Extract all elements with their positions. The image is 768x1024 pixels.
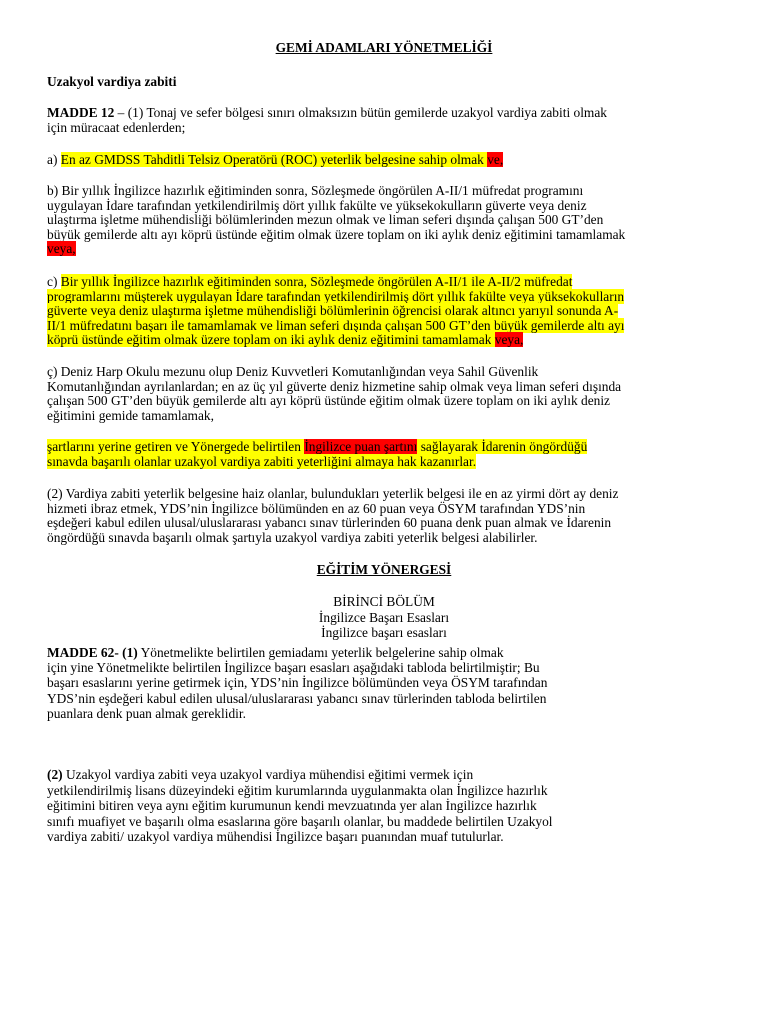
paragraph-2 xyxy=(47,487,747,545)
madde-62-item-2-paragraph xyxy=(47,767,747,845)
item-c-paragraph xyxy=(47,275,747,348)
item-a-red-highlight: ve, xyxy=(487,152,504,167)
bolum-line: İngilizce başarı esasları xyxy=(321,625,447,641)
item-a-highlight: En az GMDSS Tahditli Telsiz Operatörü (ROC) yeterlik belgesine sahip olmak xyxy=(60,152,484,167)
bolum-heading xyxy=(0,595,768,641)
item-cc-paragraph xyxy=(47,365,747,423)
item-b-line: uygulayan İdare tarafından yetkilendirilmiş dört yıllık fakülte ve yüksekokulların güverte veya deniz xyxy=(47,197,587,213)
madde-62-label: MADDE 62- (1) xyxy=(47,645,138,660)
item-c-red-highlight: veya, xyxy=(494,332,524,348)
item-b-line: ulaştırma işletme mühendisliği bölümlerinden mezun olmak ve liman seferi dışında çalışan 500 GT’den xyxy=(47,212,604,228)
egitim-yonergesi-title xyxy=(0,563,768,578)
section-heading xyxy=(47,75,176,90)
paragraph-2-line: öngördüğü sınavda başarılı olmak şartıyla uzakyol vardiya zabiti yeterlik belgesi alabilirler. xyxy=(47,529,538,545)
madde-62-line: puanlara denk puan almak gereklidir. xyxy=(47,705,246,721)
paragraph-2-line: hizmeti ibraz etmek, YDS’nin İngilizce bölümünden en az 60 puan veya ÖSYM tarafından YDS’nin xyxy=(47,500,586,516)
item-cc-line: ç) Deniz Harp Okulu mezunu olup Deniz Kuvvetleri Komutanlığından veya Sahil Güvenlik xyxy=(47,364,539,379)
egitim-yonergesi-title-text: EĞİTİM YÖNERGESİ xyxy=(316,562,452,577)
item-cc-line: Komutanlığından ayrılanlardan; en az üç yıl güverte deniz hizmetine sahip olmak veya liman seferi dışında xyxy=(47,378,622,394)
madde-62-item-2-line: vardiya zabiti/ uzakyol vardiya mühendisi İngilizce başarı puanından muaf tutulurlar. xyxy=(47,829,504,845)
madde-62-line: başarı esaslarını yerine getirmek için, YDS’nin İngilizce bölümünden veya ÖSYM tarafından xyxy=(47,675,548,691)
madde-62-line: için yine Yönetmelikte belirtilen İngilizce başarı esasları aşağıdaki tabloda belirtilmiştir; Bu xyxy=(47,660,540,676)
item-b-line: b) Bir yıllık İngilizce hazırlık eğitiminden sonra, Sözleşmede öngörülen A-II/1 müfredat programını xyxy=(47,183,584,198)
conditions-red-highlight: İngilizce puan şartını xyxy=(304,439,418,454)
paragraph-2-line: eşdeğeri kabul edilen ulusal/uluslararası yabancı sınav türlerinden 60 puana denk puan almak ve İdarenin xyxy=(47,515,612,531)
bolum-line: BİRİNCİ BÖLÜM xyxy=(333,594,435,609)
item-cc-line: çalışan 500 GT’den büyük gemilerde altı ayı köprü üstünde eğitim olmak üzere toplam on iki aylık deniz xyxy=(47,393,611,409)
item-b-paragraph xyxy=(47,184,747,257)
paragraph-2-line: (2) Vardiya zabiti yeterlik belgesine haiz olanlar, bulundukları yeterlik belgesi ile en az yirmi dört ay deniz xyxy=(47,486,619,501)
bolum-line: İngilizce Başarı Esasları xyxy=(318,609,450,625)
document-title-text: GEMİ ADAMLARI YÖNETMELİĞİ xyxy=(275,40,493,55)
item-cc-line: eğitimini gemide tamamlamak, xyxy=(47,407,214,423)
item-c-line: II/1 müfredatını başarı ile tamamlamak ve liman seferi dışında çalışan 500 GT’den büyük gemilerde altı ayı xyxy=(47,317,625,333)
madde-62-line: YDS’nin eşdeğeri kabul edilen ulusal/uluslararası yabancı sınav türlerinden tabloda belirtilen xyxy=(47,690,547,706)
conditions-paragraph xyxy=(47,440,747,469)
item-c-line: köprü üstünde eğitim olmak üzere toplam on iki aylık deniz eğitimini tamamlamak xyxy=(47,332,492,348)
item-c-line: Bir yıllık İngilizce hazırlık eğitiminden sonra, Sözleşmede öngörülen A-II/1 ile A-II/2 müfredat xyxy=(60,274,573,289)
item-b-red-highlight: veya, xyxy=(47,241,76,257)
document-title xyxy=(0,41,768,56)
madde-62-paragraph xyxy=(47,645,747,721)
item-a-paragraph xyxy=(47,153,747,168)
madde-12-line: için müracaat edenlerden; xyxy=(47,119,186,135)
item-b-line: büyük gemilerde altı ayı köprü üstünde eğitim olmak üzere toplam on iki aylık deniz eğitimini tamamlamak xyxy=(47,226,626,242)
madde-62-item-2-line: Uzakyol vardiya zabiti veya uzakyol vardiya mühendisi eğitimi vermek için xyxy=(62,767,474,782)
madde-12-paragraph xyxy=(47,106,747,135)
madde-62-item-2-line: sınıfı muafiyet ve başarılı olma esaslarına göre başarılı olanlar, bu maddede belirtilen Uzakyol xyxy=(47,813,553,829)
madde-12-dash: – xyxy=(114,105,128,120)
conditions-text: sınavda başarılı olanlar uzakyol vardiya zabiti yeterliğini almaya hak kazanırlar. xyxy=(47,453,477,469)
item-c-line: programlarını müşterek uygulayan İdare tarafından yetkilendirilmiş dört yıllık fakülte veya yüksekokulların xyxy=(47,288,625,304)
section-heading-text: Uzakyol vardiya zabiti xyxy=(47,74,177,89)
conditions-text: şartlarını yerine getiren ve Yönergede belirtilen xyxy=(47,439,301,454)
madde-62-line: Yönetmelikte belirtilen gemiadamı yeterlik belgelerine sahip olmak xyxy=(137,645,504,660)
item-a-prefix: a) xyxy=(47,152,61,167)
item-c-line: güverte veya deniz ulaştırma işletme mühendisliği bölümlerinin öğrencisi olarak altıncı yarıyıl sonunda A- xyxy=(47,303,619,319)
madde-62-item-2-label: (2) xyxy=(47,767,63,782)
madde-62-item-2-line: yetkilendirilmiş lisans düzeyindeki eğitim kurumlarında uygulanmakta olan İngilizce hazırlık xyxy=(47,782,548,798)
conditions-text: sağlayarak İdarenin öngördüğü xyxy=(420,439,588,454)
item-c-prefix: c) xyxy=(47,274,61,289)
madde-62-item-2-line: eğitimini bitiren veya aynı eğitim kurumunun kendi mevzuatında yer alan İngilizce hazırlık xyxy=(47,798,537,814)
madde-12-label: MADDE 12 xyxy=(47,105,115,120)
madde-12-line: (1) Tonaj ve sefer bölgesi sınırı olmaksızın bütün gemilerde uzakyol vardiya zabiti olmak xyxy=(127,105,607,120)
